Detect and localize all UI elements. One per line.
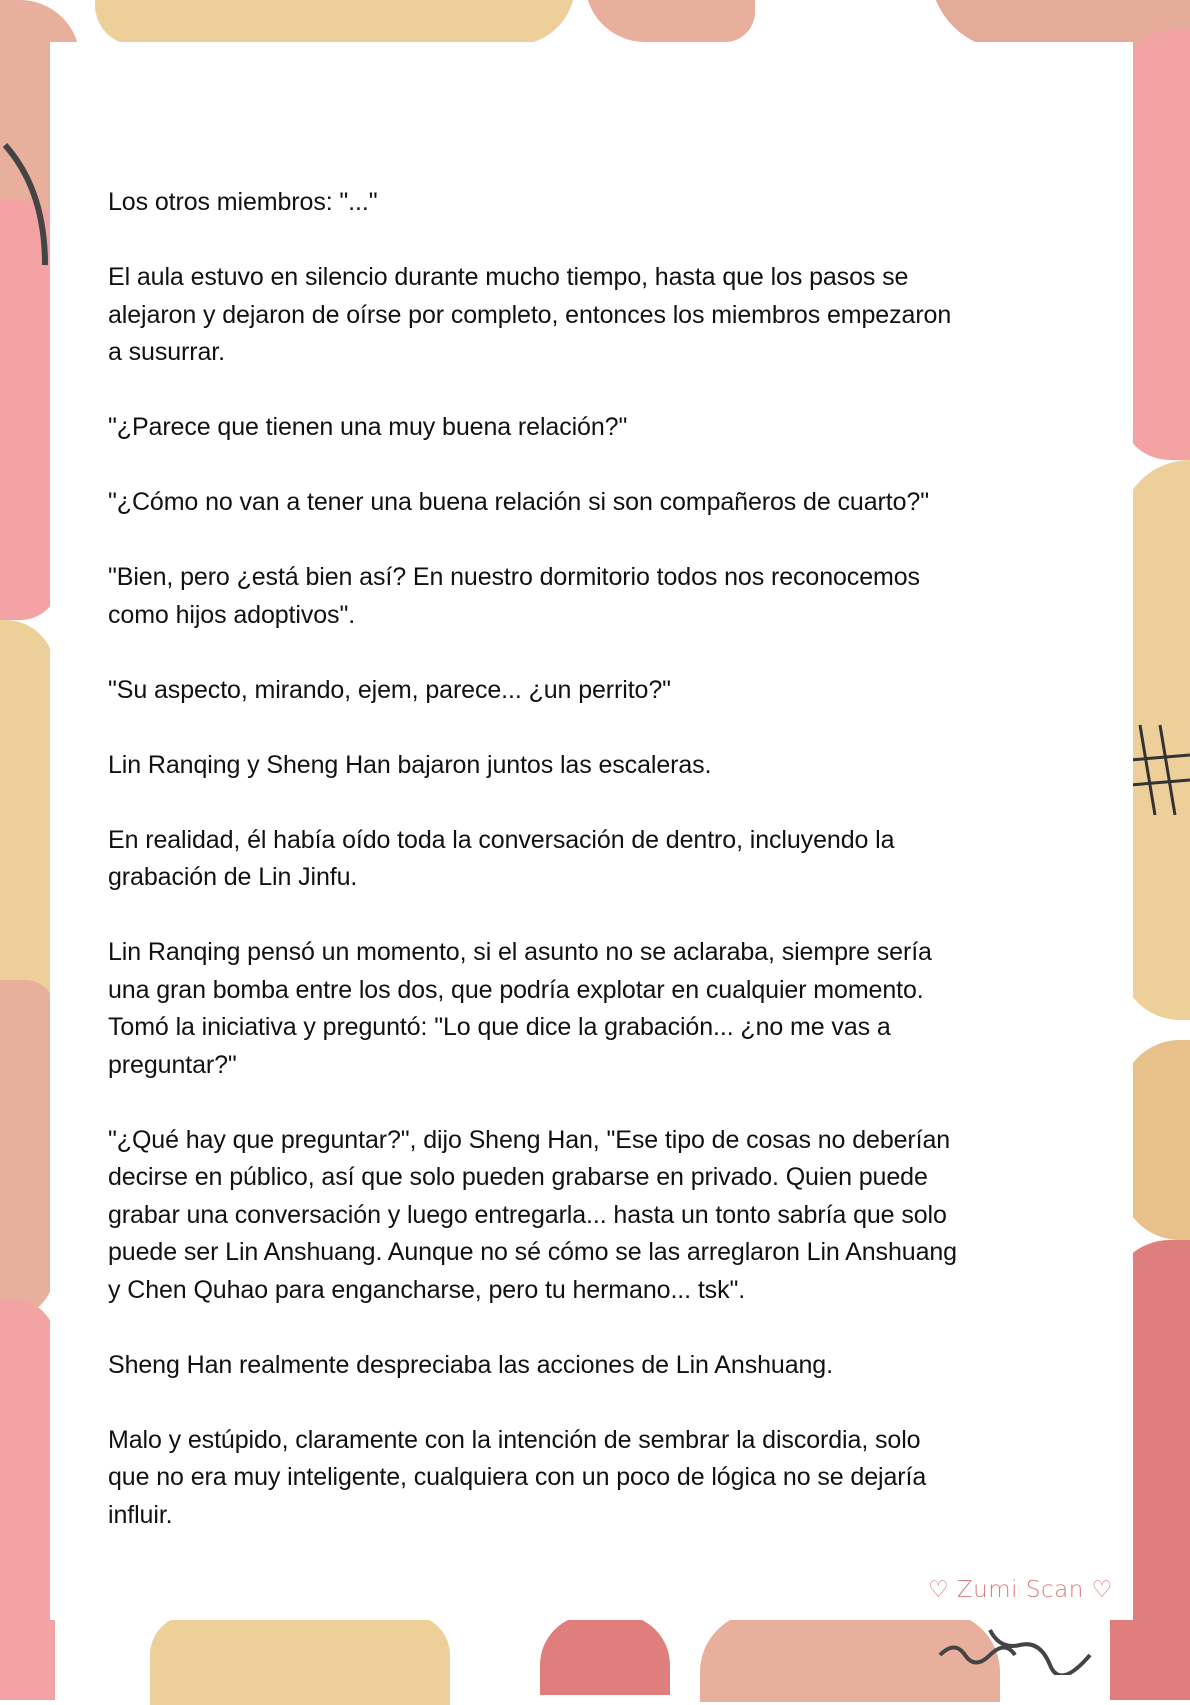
paragraph [108, 822, 957, 897]
text-line: preguntar?" [108, 1050, 237, 1079]
hash-icon [1130, 720, 1190, 820]
decor-bottom-tan [150, 1615, 450, 1705]
decor-blob-top-peach [585, 0, 755, 42]
text-line: "¿Qué hay que preguntar?", dijo Sheng Han, "Ese tipo de cosas no deberían [108, 1125, 951, 1154]
paragraph [108, 934, 957, 1084]
text-line: En realidad, él había oído toda la conversación de dentro, incluyendo la [108, 825, 895, 854]
watermark: ♡ Zumi Scan ♡ [928, 1577, 1113, 1603]
text-line: Sheng Han realmente despreciaba las acciones de Lin Anshuang. [108, 1350, 833, 1379]
text-line: como hijos adoptivos". [108, 600, 356, 629]
text-line: y Chen Quhao para engancharse, pero tu hermano... tsk". [108, 1275, 746, 1304]
text-line: Tomó la iniciativa y preguntó: "Lo que dice la grabación... ¿no me vas a [108, 1013, 891, 1041]
curve-stroke-icon [0, 140, 55, 270]
text-line: Malo y estúpido, claramente con la intención de sembrar la discordia, solo [108, 1425, 921, 1454]
text-line: decirse en público, así que solo pueden grabarse en privado. Quien puede [108, 1163, 928, 1191]
paragraph [108, 1422, 957, 1535]
text-line: "Su aspecto, mirando, ejem, parece... ¿un perrito?" [108, 675, 671, 704]
text-line: "¿Parece que tienen una muy buena relación?" [108, 413, 628, 441]
text-line: Lin Ranqing pensó un momento, si el asunto no se aclaraba, siempre sería [108, 938, 932, 966]
paragraph [108, 1347, 957, 1385]
text-line: "¿Cómo no van a tener una buena relación si son compañeros de cuarto?" [108, 488, 929, 516]
decor-bottom-rose [540, 1615, 670, 1695]
text-line: grabación de Lin Jinfu. [108, 863, 358, 891]
decor-left-peach2 [0, 980, 55, 1320]
paragraph [108, 484, 957, 522]
paragraph [108, 747, 957, 785]
text-line: Los otros miembros: "..." [108, 188, 378, 216]
paragraph [108, 559, 957, 634]
paragraph [108, 259, 957, 372]
text-line: puede ser Lin Anshuang. Aunque no sé cómo se las arreglaron Lin Anshuang [108, 1238, 957, 1266]
decor-left-pink2 [0, 1300, 55, 1700]
text-line: El aula estuvo en silencio durante mucho tiempo, hasta que los pasos se [108, 263, 909, 291]
paragraph [108, 672, 957, 710]
text-line: "Bien, pero ¿está bien así? En nuestro dormitorio todos nos reconocemos [108, 563, 920, 591]
text-line: influir. [108, 1500, 173, 1529]
paragraph [108, 409, 957, 447]
text-line: grabar una conversación y luego entregarla... hasta un tonto sabría que solo [108, 1200, 947, 1229]
decor-left-tan [0, 620, 55, 1000]
text-line: una gran bomba entre los dos, que podría explotar en cualquier momento. [108, 975, 924, 1004]
paragraph [108, 184, 957, 222]
decor-blob-top-tan [95, 0, 575, 45]
chapter-text [108, 184, 957, 1572]
paragraph [108, 1122, 957, 1310]
text-line: alejaron y dejaron de oírse por completo, entonces los miembros empezaron [108, 300, 952, 329]
text-line: Lin Ranqing y Sheng Han bajaron juntos las escaleras. [108, 750, 712, 779]
squiggle-icon [930, 1625, 1110, 1675]
text-line: que no era muy inteligente, cualquiera con un poco de lógica no se dejaría [108, 1463, 927, 1491]
text-line: a susurrar. [108, 338, 226, 366]
